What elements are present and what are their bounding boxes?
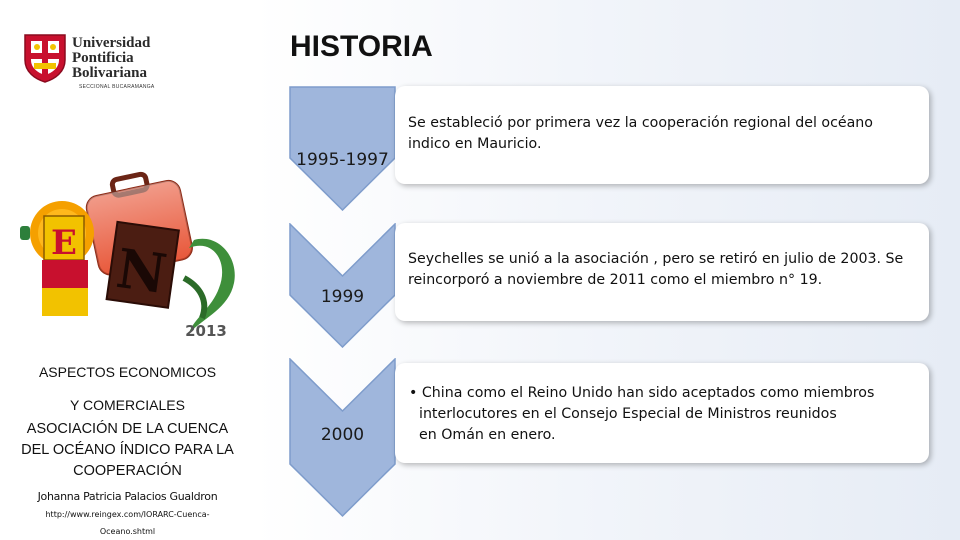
logo-wordmark [72,36,150,81]
suitcase-mascot-icon [14,168,239,348]
university-logo [22,32,172,92]
university-shield-icon [22,32,68,84]
timeline-year-2: 1999 [320,287,365,307]
timeline-text-3-line-2: interlocutores en el Consejo Especial de Ministros reunidos [419,406,837,422]
organization-name: ASOCIACIÓN DE LA CUENCA DEL OCÉANO ÍNDICO PARA LA COOPERACIÓN [21,421,234,479]
logo-line-3: Bolivariana [72,65,148,81]
timeline-text-3-line-1: • China como el Reino Unido han sido aceptados como miembros [409,385,875,401]
source-url-line-1: http://www.reingex.com/IORARC-Cuenca- [45,510,210,519]
timeline-text-1: Se estableció por primera vez la cooperación regional del océano indico en Mauricio. [408,115,873,152]
illustration-letter-n: N [112,235,171,307]
logo-line-2: Pontificia [72,50,134,66]
timeline-year-3: 2000 [320,425,365,445]
timeline-text-3-line-3: en Omán en enero. [419,427,556,443]
timeline-text-2: Seychelles se unió a la asociación , pero se retiró en julio de 2003. Se reincorporó a noviembre de 2011 como el miembro n° 19. [408,251,904,288]
timeline-card-3 [395,363,929,463]
logo-line-1: Universidad [72,35,151,51]
mascot-illustration [14,168,239,348]
timeline-year-1: 1995-1997 [296,150,389,170]
timeline-chevron-2 [289,223,396,348]
left-heading-2: Y COMERCIALES [70,397,185,413]
illustration-letter-e: E [51,223,77,263]
left-heading-1: ASPECTOS ECONOMICOS [38,364,217,380]
page-title: HISTORIA [290,30,433,63]
logo-subtitle: SECCIONAL BUCARAMANGA [79,84,155,90]
timeline-chevron-1 [289,86,396,211]
source-url-line-2: Oceano.shtml [99,527,156,536]
author-name: Johanna Patricia Palacios Gualdron [37,490,218,503]
timeline-card-2 [395,223,929,321]
illustration-year: 2013 [185,322,227,340]
timeline-card-1 [395,86,929,184]
